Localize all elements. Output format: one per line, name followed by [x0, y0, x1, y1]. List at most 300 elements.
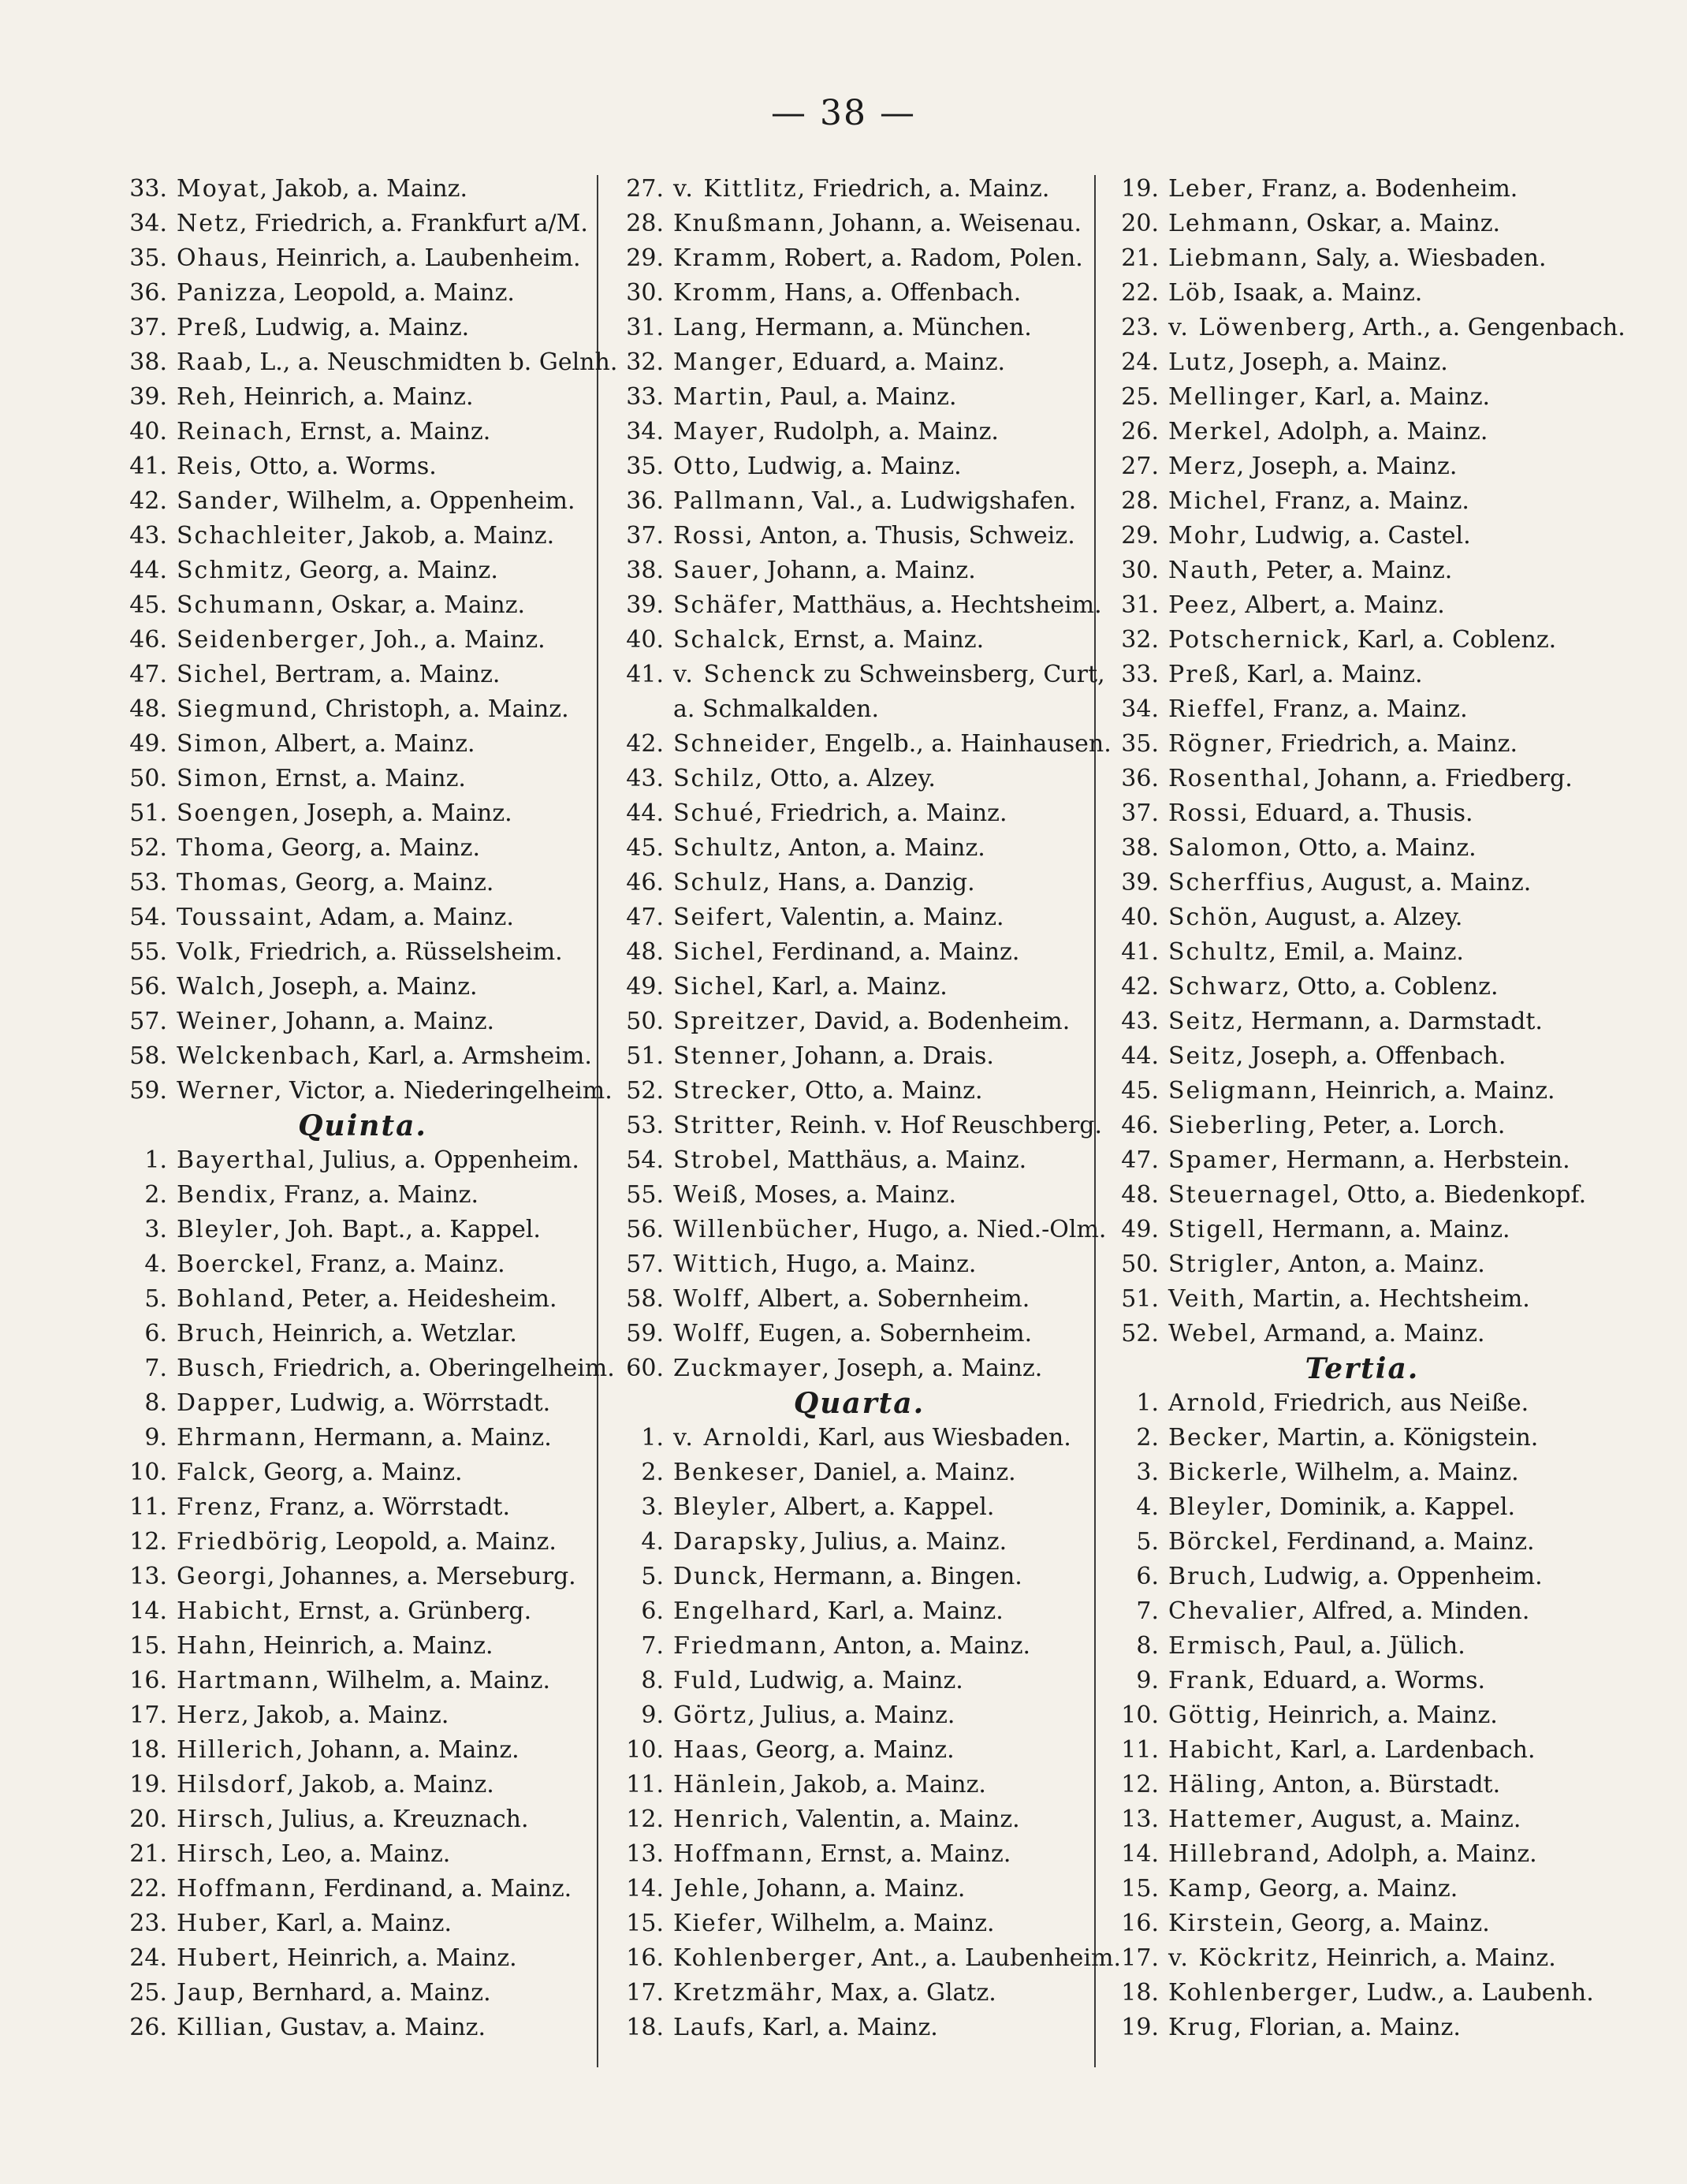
entry-details: , Otto, a. Worms.	[234, 453, 437, 480]
entry-number: 6.	[1136, 1563, 1159, 1590]
surname: Reh	[177, 383, 229, 411]
student-entry	[110, 345, 618, 380]
entry-number: 10.	[626, 1736, 664, 1764]
surname: Kirstein	[1168, 1910, 1276, 1937]
surname: Killian	[177, 2014, 265, 2041]
entry-details: , Otto, a. Biedenkopf.	[1331, 1181, 1587, 1209]
entry-details: , Friedrich, a. Frankfurt a/M.	[239, 210, 588, 237]
surname: Bleyler	[1168, 1493, 1265, 1521]
student-entry	[607, 1490, 1080, 1525]
surname: Kohlenberger	[673, 1944, 857, 1972]
entry-number: 51.	[129, 799, 167, 827]
entry-number: 17.	[626, 1979, 664, 2007]
student-entry	[110, 1143, 583, 1178]
surname: Schumann	[177, 591, 316, 619]
student-entry	[110, 1074, 613, 1109]
entry-details: , Hermann, a. Bingen.	[758, 1563, 1022, 1590]
student-entry	[110, 1560, 583, 1594]
surname: Liebmann	[1168, 244, 1301, 272]
student-entry	[607, 1455, 1080, 1490]
entry-details: , Reinh. v. Hof Reuschberg.	[774, 1112, 1103, 1139]
entry-number: 58.	[626, 1285, 664, 1313]
surname: Welckenbach	[177, 1042, 353, 1070]
entry-number: 18.	[129, 1736, 167, 1764]
surname: Spreitzer	[673, 1008, 799, 1035]
entry-details: , Heinrich, a. Wetzlar.	[256, 1320, 517, 1347]
entry-number: 57.	[626, 1250, 664, 1278]
student-entry	[607, 1247, 1080, 1282]
student-entry	[1102, 311, 1626, 345]
student-entry	[607, 1976, 1080, 2011]
student-entry	[607, 172, 1080, 207]
student-entry	[607, 1698, 1080, 1733]
entry-details: , Valentin, a. Mainz.	[765, 904, 1004, 931]
entry-number: 45.	[1121, 1077, 1159, 1105]
entry-details: , Albert, a. Sobernheim.	[743, 1285, 1030, 1313]
surname: Simon	[177, 730, 260, 758]
entry-details: , Moses, a. Mainz.	[739, 1181, 957, 1209]
entry-number: 45.	[626, 834, 664, 862]
entry-details: , Jakob, a. Mainz.	[346, 522, 555, 550]
surname: Krug	[1168, 2014, 1235, 2041]
entry-number: 44.	[626, 799, 664, 827]
student-entry	[607, 1941, 1122, 1976]
surname: Frenz	[177, 1493, 255, 1521]
surname: Michel	[1168, 487, 1260, 515]
entry-details: , Christoph, a. Mainz.	[310, 695, 569, 723]
student-entry	[110, 1629, 583, 1664]
entry-details: , Ernst, a. Grünberg.	[283, 1597, 532, 1625]
student-entry	[1102, 449, 1591, 484]
surname: Moyat	[177, 175, 260, 203]
entry-number: 45.	[129, 591, 167, 619]
entry-number: 50.	[129, 765, 167, 792]
entry-number: 20.	[1121, 210, 1159, 237]
entry-details: , Hugo, a. Mainz.	[770, 1250, 977, 1278]
column-divider	[597, 175, 598, 2067]
entry-number: 58.	[129, 1042, 167, 1070]
entry-details: , Otto, a. Alzey.	[754, 765, 936, 792]
entry-number: 39.	[626, 591, 664, 619]
student-entry	[1102, 1733, 1591, 1768]
surname: Siegmund	[177, 695, 311, 723]
entry-details: , Hermann, a. Mainz.	[1257, 1216, 1510, 1243]
student-entry	[1102, 727, 1591, 762]
student-entry	[607, 970, 1080, 1004]
entry-number: 25.	[1121, 383, 1159, 411]
student-entry	[110, 866, 583, 900]
surname: Zuckmayer	[673, 1355, 822, 1382]
entry-number: 20.	[129, 1806, 167, 1833]
entry-number: 27.	[1121, 453, 1159, 480]
surname: Reis	[177, 453, 235, 480]
surname: Reinach	[177, 418, 285, 445]
student-entry	[1102, 2011, 1591, 2045]
entry-details: , Victor, a. Niederingelheim.	[274, 1077, 613, 1105]
entry-number: 60.	[626, 1355, 664, 1382]
student-entry	[607, 449, 1080, 484]
student-entry	[1102, 1282, 1591, 1317]
student-entry	[1102, 484, 1591, 519]
student-entry	[607, 484, 1080, 519]
surname: Schäfer	[673, 591, 777, 619]
entry-number: 47.	[626, 904, 664, 931]
entry-details: , Franz, a. Mainz.	[268, 1181, 479, 1209]
surname: Bleyler	[673, 1493, 770, 1521]
entry-details: , Engelb., a. Hainhausen.	[809, 730, 1112, 758]
entry-details: , Heinrich, a. Mainz.	[248, 1632, 493, 1660]
entry-number: 50.	[1121, 1250, 1159, 1278]
entry-details: , Julius, a. Kreuznach.	[266, 1806, 529, 1833]
surname: Frank	[1168, 1667, 1248, 1694]
entry-details: , Bertram, a. Mainz.	[259, 661, 501, 688]
student-entry	[110, 1976, 583, 2011]
entry-details: , Alfred, a. Minden.	[1298, 1597, 1530, 1625]
surname: Rossi	[1168, 799, 1241, 827]
entry-details: , Matthäus, a. Mainz.	[772, 1146, 1027, 1174]
entry-details: , Joh. Bapt., a. Kappel.	[273, 1216, 541, 1243]
student-entry	[607, 345, 1080, 380]
entry-details: , Ludwig, a. Mainz.	[732, 453, 962, 480]
entry-number: 27.	[626, 175, 664, 203]
surname: Darapsky	[673, 1528, 799, 1556]
student-entry	[110, 1386, 583, 1421]
surname: Hirsch	[177, 1840, 266, 1868]
entry-number: 7.	[641, 1632, 664, 1660]
entry-number: 33.	[129, 175, 167, 203]
entry-details: , David, a. Bodenheim.	[799, 1008, 1071, 1035]
surname: Rossi	[673, 522, 746, 550]
student-entry	[1102, 692, 1591, 727]
surname: Hahn	[177, 1632, 248, 1660]
entry-details: , Wilhelm, a. Mainz.	[311, 1667, 550, 1694]
entry-number: 30.	[1121, 557, 1159, 584]
student-entry	[1102, 796, 1591, 831]
entry-number: 36.	[129, 279, 167, 307]
student-entry	[1102, 1976, 1594, 2011]
entry-details: , Karl, a. Armsheim.	[352, 1042, 592, 1070]
student-entry	[1102, 1421, 1591, 1455]
entry-details: , Jakob, a. Mainz.	[241, 1701, 449, 1729]
surname: Kramm	[673, 244, 769, 272]
surname: Leber	[1168, 175, 1246, 203]
entry-number: 37.	[129, 314, 167, 341]
entry-number: 1.	[1136, 1389, 1159, 1417]
entry-details: , Eugen, a. Sobernheim.	[743, 1320, 1033, 1347]
entry-details: , Johann, a. Mainz.	[741, 1875, 966, 1903]
entry-details: , Friedrich, a. Mainz.	[797, 175, 1050, 203]
student-entry	[607, 519, 1080, 553]
student-entry	[1102, 1768, 1591, 1802]
student-entry	[607, 1802, 1080, 1837]
entry-number: 55.	[626, 1181, 664, 1209]
surname: Martin	[673, 383, 765, 411]
entry-number: 53.	[129, 869, 167, 896]
entry-details: , Gustav, a. Mainz.	[265, 2014, 486, 2041]
student-entry	[1102, 1386, 1591, 1421]
entry-details: , Johannes, a. Merseburg.	[266, 1563, 576, 1590]
entry-number: 5.	[641, 1563, 664, 1590]
entry-details: , Julius, a. Mainz.	[799, 1528, 1007, 1556]
surname: Kretzmähr	[673, 1979, 816, 2007]
entry-number: 13.	[129, 1563, 167, 1590]
surname: Haas	[673, 1736, 741, 1764]
student-entry	[110, 1004, 583, 1039]
entry-number: 51.	[1121, 1285, 1159, 1313]
student-entry	[110, 276, 583, 311]
entry-number: 28.	[1121, 487, 1159, 515]
entry-details: , Johann, a. Mainz.	[270, 1008, 495, 1035]
student-entry	[110, 1872, 583, 1906]
student-entry	[1102, 970, 1591, 1004]
entry-details: , Ludw., a. Laubenh.	[1351, 1979, 1594, 2007]
surname: Seitz	[1168, 1042, 1236, 1070]
entry-details: a. Schmalkalden.	[673, 695, 880, 723]
surname: Volk	[177, 938, 234, 966]
entry-number: 43.	[1121, 1008, 1159, 1035]
student-entry	[607, 658, 1105, 692]
entry-number: 59.	[129, 1077, 167, 1105]
entry-details: , Karl, a. Mainz.	[747, 2014, 938, 2041]
student-entry	[110, 553, 583, 588]
entry-details: , Anton, a. Thusis, Schweiz.	[745, 522, 1075, 550]
entry-details: , Friedrich, a. Oberingelheim.	[257, 1355, 615, 1382]
student-entry	[607, 207, 1080, 241]
student-entry	[110, 727, 583, 762]
student-entry	[607, 1629, 1080, 1664]
entry-details: , Heinrich, a. Mainz.	[1310, 1944, 1556, 1972]
entry-number: 19.	[1121, 2014, 1159, 2041]
entry-details: , Ferdinand, a. Mainz.	[308, 1875, 572, 1903]
student-entry	[110, 796, 583, 831]
student-entry	[110, 2011, 583, 2045]
entry-details: , Robert, a. Radom, Polen.	[769, 244, 1083, 272]
entry-details: , Johann, a. Weisenau.	[817, 210, 1082, 237]
entry-number: 46.	[1121, 1112, 1159, 1139]
student-entry	[110, 1837, 583, 1872]
entry-details: , Paul, a. Mainz.	[764, 383, 957, 411]
entry-number: 19.	[1121, 175, 1159, 203]
entry-number: 40.	[129, 418, 167, 445]
surname: Seligmann	[1168, 1077, 1310, 1105]
entry-details: , Isaak, a. Mainz.	[1218, 279, 1423, 307]
entry-details: , Florian, a. Mainz.	[1234, 2014, 1461, 2041]
surname: Hubert	[177, 1944, 272, 1972]
student-entry	[1102, 588, 1591, 623]
student-entry	[110, 588, 583, 623]
student-entry	[607, 1282, 1080, 1317]
entry-number: 10.	[129, 1459, 167, 1486]
student-entry	[1102, 276, 1591, 311]
entry-number: 56.	[626, 1216, 664, 1243]
surname: Börckel	[1168, 1528, 1272, 1556]
entry-number: 57.	[129, 1008, 167, 1035]
student-entry	[1102, 831, 1591, 866]
student-entry	[607, 831, 1080, 866]
surname: Ermisch	[1168, 1632, 1279, 1660]
entry-details: , Leopold, a. Mainz.	[278, 279, 515, 307]
entry-number: 37.	[1121, 799, 1159, 827]
entry-details: , Julius, a. Mainz.	[747, 1701, 955, 1729]
entry-details: , Georg, a. Mainz.	[284, 557, 498, 584]
surname: Otto	[673, 453, 732, 480]
surname: Weiß	[673, 1181, 739, 1209]
surname: Spamer	[1168, 1146, 1272, 1174]
student-entry	[1102, 935, 1591, 970]
entry-number: 38.	[626, 557, 664, 584]
entry-number: 55.	[129, 938, 167, 966]
student-entry	[607, 276, 1080, 311]
entry-number: 4.	[1136, 1493, 1159, 1521]
surname: Stritter	[673, 1112, 775, 1139]
surname: Hillerich	[177, 1736, 296, 1764]
surname: Schultz	[673, 834, 774, 862]
student-entry	[1102, 1906, 1591, 1941]
entry-details: , Emil, a. Mainz.	[1268, 938, 1464, 966]
entry-details: , Otto, a. Mainz.	[789, 1077, 983, 1105]
student-entry	[110, 1351, 615, 1386]
entry-number: 9.	[144, 1424, 167, 1452]
entry-number: 8.	[144, 1389, 167, 1417]
surname: Sichel	[673, 938, 757, 966]
entry-details: , Anton, a. Bürstadt.	[1257, 1771, 1501, 1798]
surname: Strecker	[673, 1077, 790, 1105]
entry-details: , Johann, a. Mainz.	[295, 1736, 520, 1764]
entry-details: , Joseph, a. Mainz.	[821, 1355, 1043, 1382]
student-entry	[607, 1560, 1080, 1594]
entry-number: 47.	[1121, 1146, 1159, 1174]
surname: Häling	[1168, 1771, 1258, 1798]
entry-details: , Hans, a. Offenbach.	[769, 279, 1022, 307]
entry-details: , Georg, a. Mainz.	[1243, 1875, 1458, 1903]
entry-details: , Hermann, a. Darmstadt.	[1235, 1008, 1543, 1035]
entry-details: , Oskar, a. Mainz.	[315, 591, 526, 619]
surname: Strobel	[673, 1146, 773, 1174]
student-entry	[1102, 866, 1591, 900]
surname: Schilz	[673, 765, 755, 792]
surname: Rosenthal	[1168, 765, 1302, 792]
surname: Bleyler	[177, 1216, 274, 1243]
entry-number: 8.	[1136, 1632, 1159, 1660]
student-entry	[607, 796, 1080, 831]
surname: Wittich	[673, 1250, 771, 1278]
surname: Laufs	[673, 2014, 747, 2041]
entry-details: , Armand, a. Mainz.	[1249, 1320, 1485, 1347]
student-entry	[110, 207, 588, 241]
student-entry	[110, 172, 583, 207]
entry-details: , Saly, a. Wiesbaden.	[1300, 244, 1547, 272]
surname: Lehmann	[1168, 210, 1291, 237]
student-entry	[1102, 1178, 1591, 1213]
entry-number: 43.	[626, 765, 664, 792]
entry-details: zu Schweinsberg, Curt,	[816, 661, 1105, 688]
surname: Sichel	[177, 661, 260, 688]
entry-details: , Otto, a. Mainz.	[1283, 834, 1477, 862]
student-entry	[1102, 1802, 1591, 1837]
entry-number: 3.	[1136, 1459, 1159, 1486]
student-entry	[607, 1594, 1080, 1629]
surname: Schachleiter	[177, 522, 347, 550]
surname: Seifert	[673, 904, 766, 931]
surname: Steuernagel	[1168, 1181, 1332, 1209]
student-entry	[1102, 1629, 1591, 1664]
surname: Rieffel	[1168, 695, 1258, 723]
column-1	[110, 172, 618, 2045]
surname: Thoma	[177, 834, 266, 862]
surname: Thomas	[177, 869, 281, 896]
entry-number: 3.	[641, 1493, 664, 1521]
entry-details: , Eduard, a. Thusis.	[1240, 799, 1473, 827]
surname: Schalck	[673, 626, 779, 654]
surname: Wolff	[673, 1285, 743, 1313]
student-entry	[110, 762, 583, 796]
surname: Knußmann	[673, 210, 817, 237]
entry-details: , August, a. Mainz.	[1306, 869, 1532, 896]
student-entry	[607, 1872, 1080, 1906]
student-entry	[1102, 1837, 1591, 1872]
entry-details: , Peter, a. Mainz.	[1250, 557, 1453, 584]
surname: Ohaus	[177, 244, 261, 272]
surname: Sieberling	[1168, 1112, 1308, 1139]
student-entry	[607, 1525, 1080, 1560]
surname: v. Schenck	[673, 661, 817, 688]
entry-details: , Max, a. Glatz.	[815, 1979, 996, 2007]
student-entry	[1102, 172, 1591, 207]
surname: Bayerthal	[177, 1146, 307, 1174]
entry-number: 53.	[626, 1112, 664, 1139]
student-entry	[1102, 553, 1591, 588]
surname: Willenbücher	[673, 1216, 852, 1243]
surname: Fuld	[673, 1667, 734, 1694]
entry-details: , Ludwig, a. Castel.	[1239, 522, 1471, 550]
entry-number: 1.	[641, 1424, 664, 1452]
student-entry	[110, 1247, 583, 1282]
surname: Panizza	[177, 279, 279, 307]
student-entry	[607, 380, 1080, 415]
surname: Simon	[177, 765, 260, 792]
surname: Scherffius	[1168, 869, 1307, 896]
surname: Görtz	[673, 1701, 748, 1729]
entry-details: , Joseph, a. Mainz.	[291, 799, 512, 827]
surname: Stenner	[673, 1042, 780, 1070]
student-entry	[110, 692, 583, 727]
entry-number: 15.	[626, 1910, 664, 1937]
surname: Friedbörig	[177, 1528, 321, 1556]
entry-details: , Friedrich, a. Mainz.	[1265, 730, 1518, 758]
student-entry	[1102, 1560, 1591, 1594]
entry-number: 59.	[626, 1320, 664, 1347]
student-entry	[1102, 1074, 1591, 1109]
entry-details: , Joseph, a. Mainz.	[1236, 453, 1458, 480]
entry-details: , Franz, a. Mainz.	[1257, 695, 1468, 723]
entry-details: , Franz, a. Mainz.	[1259, 487, 1469, 515]
surname: Friedmann	[673, 1632, 819, 1660]
entry-details: , Georg, a. Mainz.	[280, 869, 494, 896]
entry-number: 30.	[626, 279, 664, 307]
student-entry	[110, 831, 583, 866]
entry-number: 17.	[1121, 1944, 1159, 1972]
student-entry	[1102, 1455, 1591, 1490]
surname: Preß	[177, 314, 240, 341]
entry-details: , Hans, a. Danzig.	[762, 869, 975, 896]
surname: Pallmann	[673, 487, 797, 515]
student-entry	[110, 1906, 583, 1941]
entry-details: , Ludwig, a. Mainz.	[240, 314, 470, 341]
student-entry	[1102, 1143, 1591, 1178]
surname: Werner	[177, 1077, 274, 1105]
entry-details: , Heinrich, a. Mainz.	[228, 383, 474, 411]
surname: Mayer	[673, 418, 758, 445]
